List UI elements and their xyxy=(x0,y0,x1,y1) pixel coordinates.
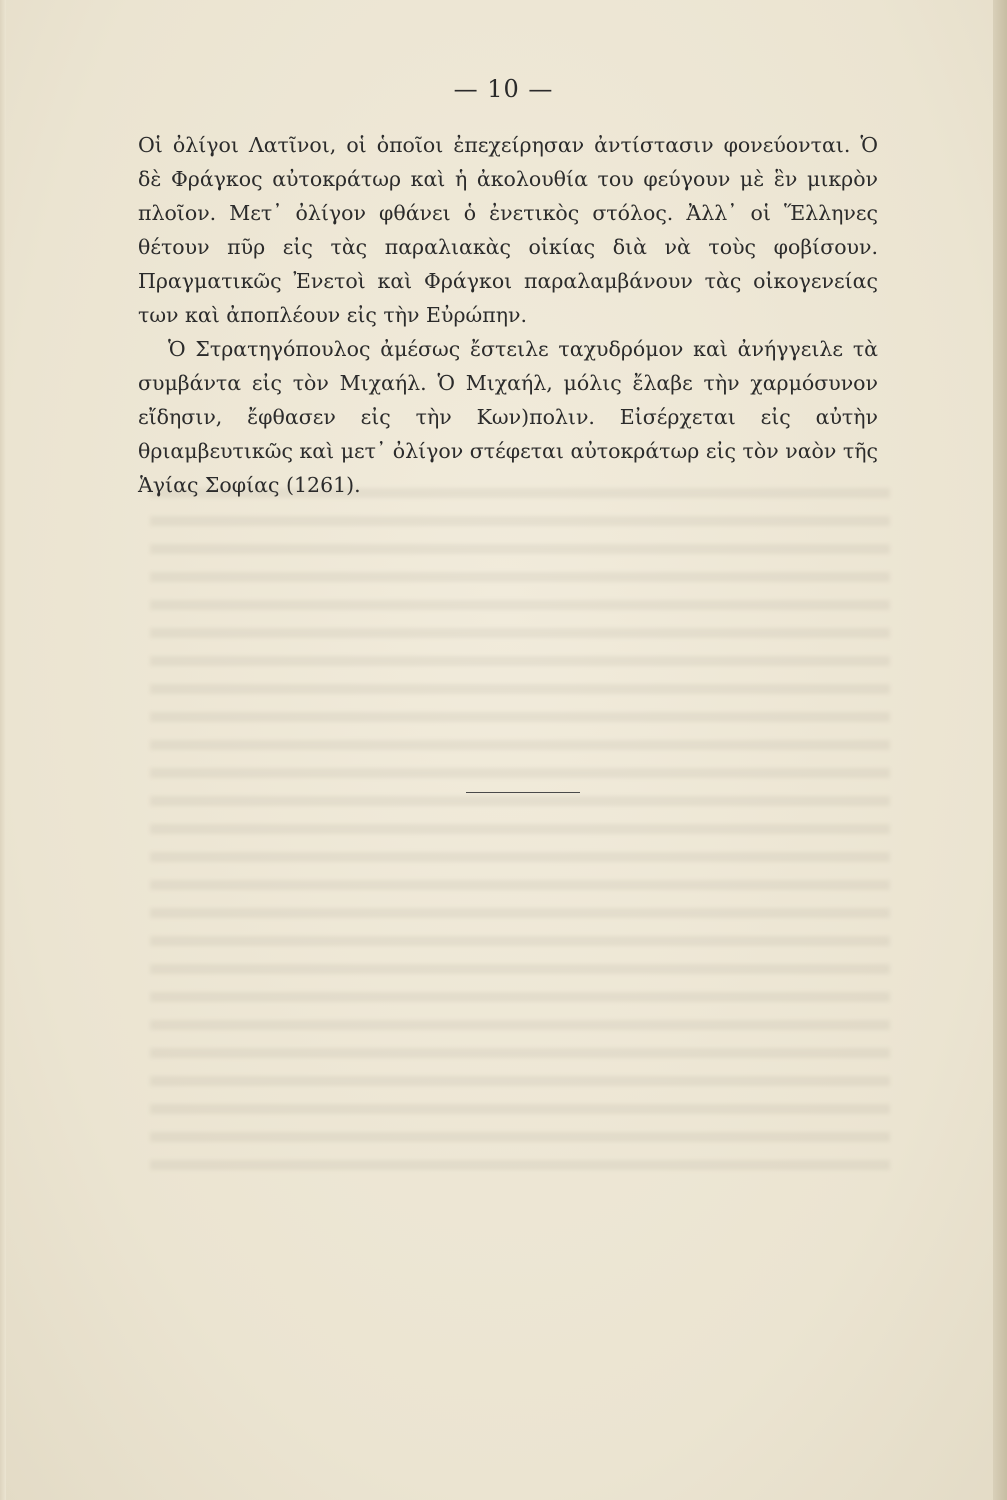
page-left-edge xyxy=(0,0,6,1500)
bleed-through-texture xyxy=(150,488,890,1188)
page-right-edge xyxy=(993,0,1007,1500)
section-divider-rule xyxy=(466,792,580,793)
page-number: — 10 — xyxy=(453,75,554,103)
paragraph-2: Ὁ Στρατηγόπουλος ἀμέσως ἔστειλε ταχυδρόμον καὶ ἀνήγγειλε τὰ συμβάντα εἰς τὸν Μιχαήλ. Ὁ Μιχαήλ, μόλις ἔλαβε τὴν χαρμόσυνον εἴδησιν, ἔφθασεν εἰς τὴν Κων)πολιν. Εἰσέρχεται εἰς αὐτὴν θριαμβευτικῶς καὶ μετ᾽ ὀλίγον στέφεται αὐτοκράτωρ εἰς τὸν ναὸν τῆς Ἁγίας Σοφίας (1261). xyxy=(138,337,878,497)
paragraph-1: Οἱ ὀλίγοι Λατῖνοι, οἱ ὁποῖοι ἐπεχείρησαν ἀντίστασιν φονεύονται. Ὁ δὲ Φράγκος αὐτοκράτωρ καὶ ἡ ἀκολουθία του φεύγουν μὲ ἓν μικρὸν πλοῖον. Μετ᾽ ὀλίγον φθάνει ὁ ἐνετικὸς στόλος. Ἀλλ᾽ οἱ Ἕλληνες θέτουν πῦρ εἰς τὰς παραλιακὰς οἰκίας διὰ νὰ τοὺς φοβίσουν. Πραγματικῶς Ἐνετοὶ καὶ Φράγκοι παραλαμβάνουν τὰς οἰκογενείας των καὶ ἀποπλέουν εἰς τὴν Εὐρώπην. xyxy=(138,133,878,327)
body-text xyxy=(138,128,878,502)
